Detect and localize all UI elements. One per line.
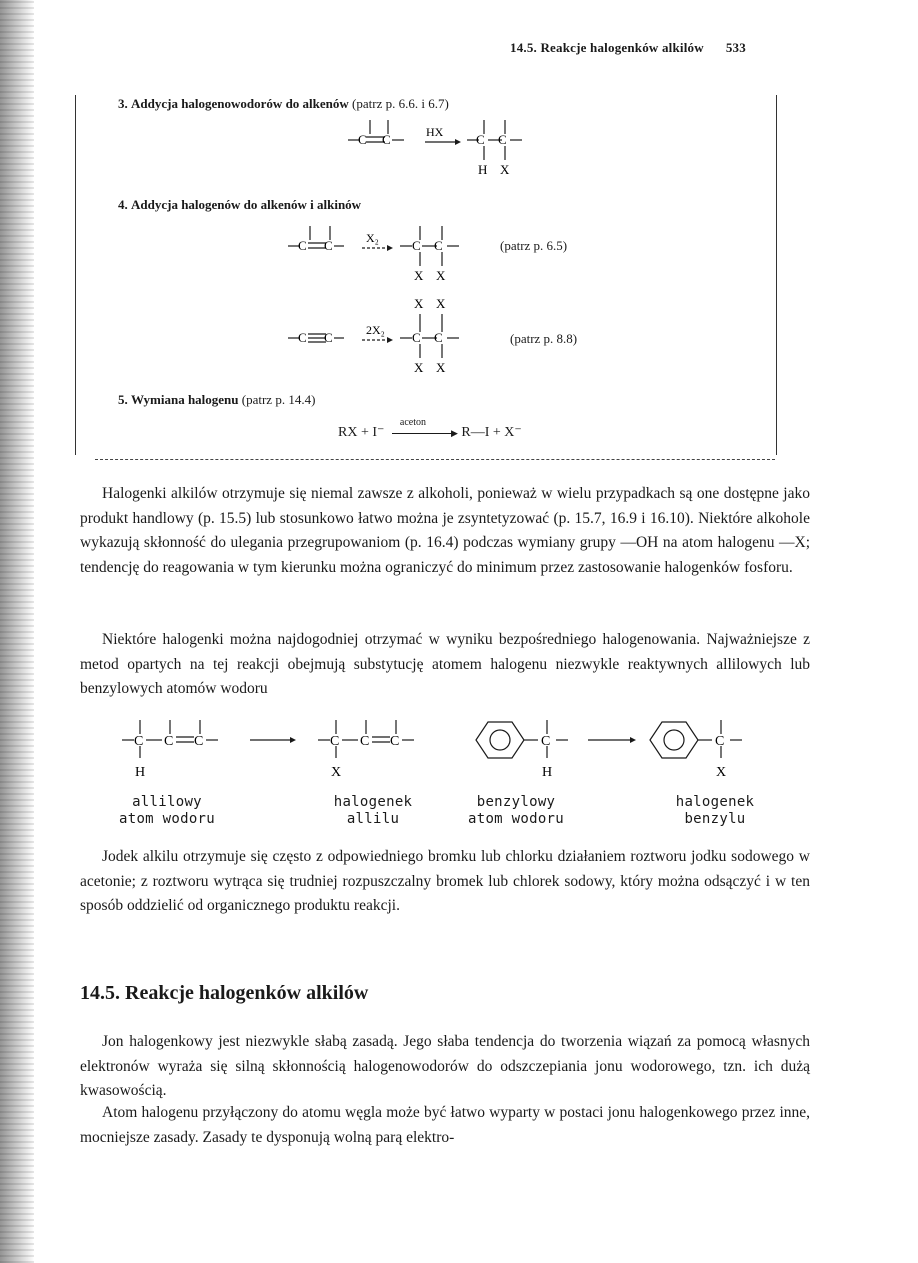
svg-text:C: C	[194, 734, 204, 749]
caption-allyl-x	[318, 794, 428, 828]
svg-text:C: C	[164, 734, 174, 749]
svg-text:C: C	[434, 330, 443, 345]
svg-text:C: C	[330, 734, 340, 749]
item-4a-sub-x-left: X	[414, 268, 424, 283]
item-5-equation	[338, 417, 522, 441]
svg-text:C: C	[382, 132, 391, 147]
item-3-heading: Addycja halogenowodorów do alkenów	[131, 96, 349, 111]
svg-text:C: C	[390, 734, 400, 749]
scan-edge-shadow	[0, 0, 34, 1263]
caption-benzyl-x-line1: halogenek	[675, 794, 755, 810]
caption-benzyl-h	[456, 794, 576, 828]
allyl-h-atom: H	[135, 765, 146, 780]
item-4-reagent-b: 2X₂	[366, 323, 385, 337]
item-5-right: R—I + X⁻	[461, 425, 522, 440]
caption-benzyl-h-line1: benzylowy	[476, 794, 556, 810]
svg-text:C: C	[324, 330, 333, 345]
item-4-ref-a: (patrz p. 6.5)	[500, 238, 568, 253]
item-4b-sub-x-left: X	[414, 360, 424, 375]
item-4b-sub-x-right: X	[436, 360, 446, 375]
svg-text:C: C	[412, 330, 421, 345]
svg-text:C: C	[134, 734, 144, 749]
svg-text:C: C	[298, 330, 307, 345]
item-5-title	[118, 392, 315, 408]
svg-text:C: C	[541, 734, 551, 749]
paragraph-3: Jodek alkilu otrzymuje się często z odpowiedniego bromku lub chlorku działaniem roztworu jodku sodowego w acetonie; z roztworu wytrąca się trudniej rozpuszczalny bromek lub chlorek sodowy, który można odsączyć i w ten sposób oddzielić od organicznego produktu reakcji.	[80, 848, 810, 914]
item-4-title	[118, 197, 361, 213]
benzyl-h-atom: H	[542, 765, 553, 780]
caption-allyl-x-line2: allilu	[346, 811, 400, 827]
caption-benzyl-x	[660, 794, 770, 828]
page-number: 533	[725, 40, 746, 55]
allyl-x-atom: X	[331, 765, 342, 780]
item-3-sub-h: H	[478, 162, 488, 177]
svg-text:C: C	[360, 734, 370, 749]
paragraph-1: Halogenki alkilów otrzymuje się niemal zawsze z alkoholi, ponieważ w wielu przypadkach są one dostępne jako produkt handlowy (p. 15.5) lub stosunkowo łatwo można je zsyntetyzować (p. 15.7, 16.9 i 16.10). Niektóre alkohole wykazują skłonność do ulegania przegrupowaniom (p. 16.4) podczas wymiany grupy —OH na atom halogenu —X; tendencję do reagowania w tym kierunku można ograniczyć do minimum przez zastosowanie halogenków fosforu.	[80, 485, 810, 576]
svg-text:C: C	[412, 238, 421, 253]
item-3-title	[118, 96, 449, 112]
caption-allyl-h-line1: allilowy	[132, 794, 202, 810]
item-4-alkene-reaction	[282, 218, 502, 298]
svg-text:C: C	[715, 734, 725, 749]
svg-text:C: C	[498, 132, 507, 147]
item-3-sub-x: X	[500, 162, 510, 177]
summary-box-bottom-rule	[95, 459, 775, 460]
item-4-reagent-a: X₂	[366, 231, 379, 245]
svg-text:C: C	[434, 238, 443, 253]
caption-benzyl-h-line2: atom wodoru	[467, 811, 565, 827]
svg-text:C: C	[298, 238, 307, 253]
benzyl-x-atom: X	[716, 765, 727, 780]
section-heading: 14.5. Reakcje halogenków alkilów	[80, 982, 369, 1004]
svg-text:C: C	[324, 238, 333, 253]
caption-allyl-h	[112, 794, 222, 828]
item-3-reagent: HX	[426, 125, 444, 139]
running-title: 14.5. Reakcje halogenków alkilów	[510, 40, 704, 55]
svg-text:C: C	[358, 132, 367, 147]
paragraph-2: Niektóre halogenki można najdogodniej otrzymać w wyniku bezpośredniego halogenowania. Najważniejsze z metod opartych na tej reakcji obejmują substytucję atomem halogenu niezwykle reaktywnych allilowych lub benzylowych atomów wodoru	[80, 631, 810, 697]
caption-allyl-h-line2: atom wodoru	[118, 811, 216, 827]
section-paragraph-2: Atom halogenu przyłączony do atomu węgla może być łatwo wyparty w postaci jonu halogenkowego przez inne, mocniejsze zasady. Zasady te dysponują wolną parą elektro-	[80, 1104, 810, 1146]
item-5-number: 5.	[118, 392, 128, 407]
item-5-arrow: aceton ▶	[392, 431, 454, 434]
item-3-ref: (patrz p. 6.6. i 6.7)	[352, 96, 449, 111]
item-4-heading: Addycja halogenów do alkenów i alkinów	[131, 197, 362, 212]
caption-allyl-x-line1: halogenek	[333, 794, 413, 810]
item-5-ref: (patrz p. 14.4)	[241, 392, 316, 407]
item-4b-sup-x-left: X	[414, 296, 424, 311]
item-4-number: 4.	[118, 197, 128, 212]
item-4-ref-b: (patrz p. 8.8)	[510, 331, 578, 346]
item-3-number: 3.	[118, 96, 128, 111]
item-5-heading: Wymiana halogenu	[131, 392, 239, 407]
svg-text:C: C	[476, 132, 485, 147]
section-paragraph-1: Jon halogenkowy jest niezwykle słabą zasadą. Jego słaba tendencja do tworzenia wiązań za pomocą własnych elektronów wyraża się silną skłonnością halogenowodorów do odszczepiania jonu wodorowego, tzn. ich dużą kwasowością.	[80, 1033, 810, 1099]
item-4a-sub-x-right: X	[436, 268, 446, 283]
item-4b-sup-x-right: X	[436, 296, 446, 311]
running-header	[510, 40, 746, 56]
halogenation-scheme	[110, 710, 760, 790]
caption-benzyl-x-line2: benzylu	[684, 811, 746, 827]
item-3-reaction	[340, 112, 560, 192]
item-5-left: RX + I⁻	[338, 425, 385, 440]
item-4-alkyne-reaction	[282, 292, 502, 382]
item-5-reagent: aceton	[399, 417, 426, 429]
